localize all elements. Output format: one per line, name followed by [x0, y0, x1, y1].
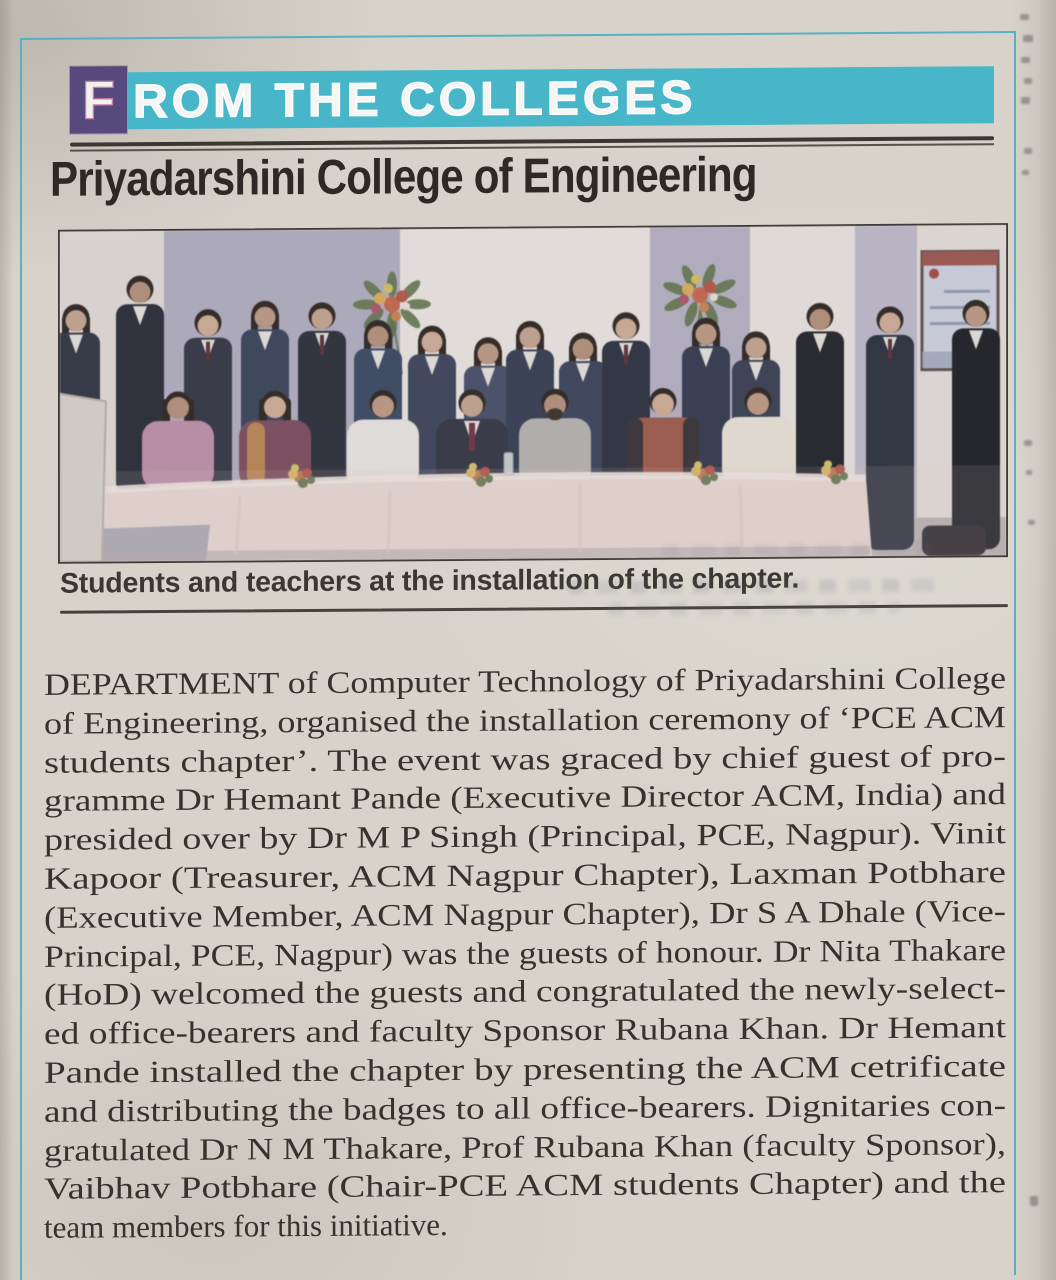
- ink-bleed-through: [567, 579, 937, 595]
- ink-bleed-through: [607, 601, 902, 616]
- article-line: team members for this initiative.: [44, 1207, 448, 1245]
- group-photo-illustration: [60, 225, 1006, 562]
- article-headline: Priyadarshini College of Engineering: [50, 147, 757, 207]
- margin-mark: [1026, 470, 1032, 475]
- margin-mark: [1023, 35, 1033, 42]
- article-body: [44, 659, 1006, 1248]
- margin-mark: [1020, 14, 1029, 20]
- article-line: (HoD) welcomed the guests and congratulated the newly-select-: [44, 970, 1006, 1013]
- article-clipping-border: [20, 31, 1016, 1280]
- section-banner: [127, 66, 994, 129]
- banner-dropcap-box: [70, 66, 127, 133]
- article-line: DEPARTMENT of Computer Technology of Priyadarshini College: [44, 660, 1006, 702]
- ink-bleed-through: [662, 542, 942, 557]
- article-line: presided over by Dr M P Singh (Principal, PCE, Nagpur). Vinit: [44, 815, 1006, 858]
- article-line: ed office-bearers and faculty Sponsor Rubana Khan. Dr Hemant: [44, 1009, 1006, 1052]
- margin-mark: [1021, 97, 1030, 104]
- margin-mark: [1028, 520, 1035, 525]
- article-photo: [58, 223, 1008, 564]
- article-line: gratulated Dr N M Thakare, Prof Rubana Khan (faculty Sponsor),: [44, 1125, 1006, 1168]
- article-line: of Engineering, organised the installation ceremony of ‘PCE ACM: [44, 698, 1007, 741]
- photo-foreground: [60, 225, 1006, 562]
- margin-mark: [1024, 148, 1032, 154]
- banner-dropcap-letter: F: [82, 69, 115, 131]
- margin-mark: [1021, 57, 1030, 63]
- article-line: Vaibhav Potbhare (Chair-PCE ACM students Chapter) and the: [44, 1164, 1006, 1207]
- photo-caption: Students and teachers at the installation of the chapter.: [60, 562, 800, 600]
- article-line: Kapoor (Treasurer, ACM Nagpur Chapter), Laxman Potbhare: [44, 854, 1006, 896]
- margin-mark: [1024, 440, 1032, 446]
- margin-mark: [1022, 170, 1029, 175]
- article-line: Pande installed the chapter by presenting the ACM cetrificate: [44, 1048, 1006, 1090]
- article-line: (Executive Member, ACM Nagpur Chapter), Dr S A Dhale (Vice-: [44, 892, 1006, 935]
- margin-mark: [1030, 1196, 1038, 1206]
- article-line: and distributing the badges to all office-bearers. Dignitaries con-: [44, 1086, 1006, 1129]
- article-line: students chapter’. The event was graced by chief guest of pro-: [44, 737, 1006, 780]
- article-line: gramme Dr Hemant Pande (Executive Director ACM, India) and: [44, 776, 1006, 819]
- margin-mark: [1024, 78, 1032, 84]
- article-line: Principal, PCE, Nagpur) was the guests of honour. Dr Nita Thakare: [44, 931, 1006, 974]
- section-banner-text: ROM THE COLLEGES: [133, 70, 697, 128]
